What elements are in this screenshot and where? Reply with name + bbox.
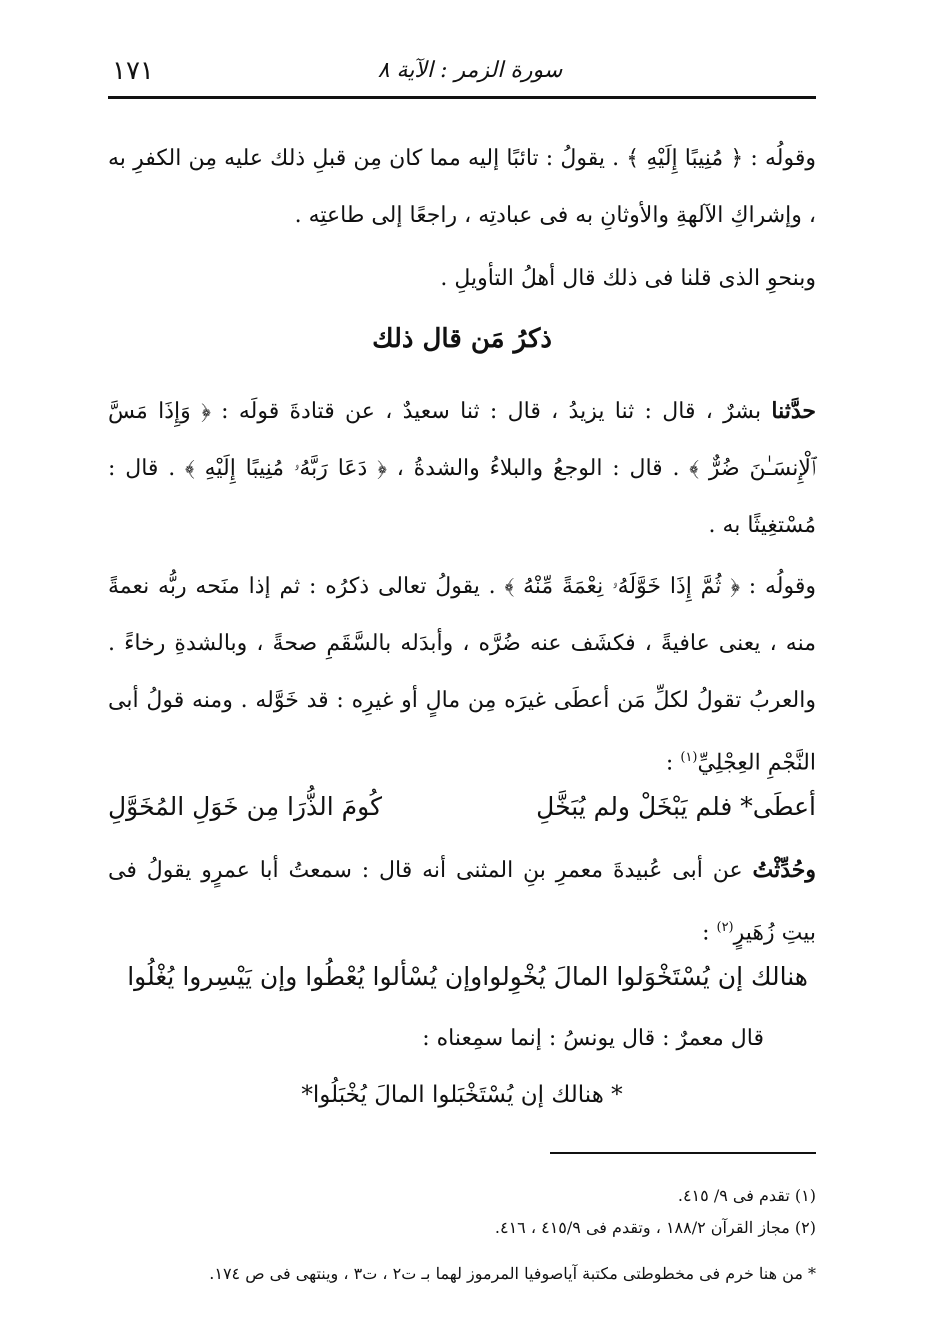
footnote-3: * من هنا خرم فى مخطوطتى مكتبة آياصوفيا المرموز لهما بـ ت٢ ، ت٣ ، وينتهى فى ص ١٧٤.	[209, 1264, 816, 1283]
footnote-1: (١) تقدم فى ٩/ ٤١٥.	[677, 1186, 816, 1205]
footnote-2: (٢) مجاز القرآن ١٨٨/٢ ، وتقدم فى ٤١٥/٩ ، ٤١٦.	[494, 1218, 816, 1237]
footnote-ref-2: (٢)	[716, 920, 734, 935]
paragraph-1: وقولُه : ﴿ مُنِيبًا إِلَيْهِ ﴾ . يقولُ : تائبًا إليه مما كان مِن قبلِ ذلك عليه مِن الكفرِ به ، وإشراكِ الآلهةِ والأوثانِ به فى عبادتِه ، راجعًا إلى طاعتِه .	[108, 146, 816, 228]
page-number: ١٧١	[112, 56, 154, 86]
header-rule	[108, 96, 816, 99]
verse-1-second-hemistich: كُومَ الذُّرَا مِن خَوَلِ المُخَوَّلِ	[108, 792, 382, 821]
verse-1-first-hemistich: أعطَى* فلم يَبْخَلْ ولم يُبَخَّلِ	[536, 792, 816, 821]
verse-2-second-hemistich: وإن يُسْألوا يُعْطُوا وإن يَيْسِروا يُغْلُوا	[127, 962, 483, 991]
paragraph-5	[108, 842, 816, 961]
paragraph-5-text: عن أبى عُبيدةَ معمرِ بنِ المثنى أنه قال : سمعتُ أبا عمرٍو يقولُ فى بيتِ زُهَيرٍ	[108, 858, 816, 946]
running-header-title: سورة الزمر : الآية ٨	[377, 58, 563, 83]
narration-lead: حدَّثنا	[771, 398, 816, 424]
narration-lead-2: وحُدِّثْتُ	[752, 857, 816, 883]
paragraph-4-text: وقولُه : ﴿ ثُمَّ إِذَا خَوَّلَهُۥ نِعْمَةً مِّنْهُ ﴾ . يقولُ تعالى ذكرُه : ثم إذا منَحه ربُّه نعمةً منه ، يعنى عافيةً ، فكشَف عنه ضُرَّه ، وأبدَله بالسَّقَمِ صحةً ، وبالشدةِ رخاءً . والعربُ تقولُ لكلِّ مَن أعطَى غيرَه مِن مالٍ أو غيرِه : قد خَوَّله . ومنه قولُ أبى النَّجْمِ العِجْلِيِّ	[108, 574, 816, 776]
paragraph-3	[108, 383, 816, 554]
quoted-line: * هنالك إن يُسْتَخْبَلوا المالَ يُخْبَلُوا*	[301, 1082, 623, 1108]
footnote-ref-1: (١)	[680, 750, 698, 765]
paragraph-6: قال معمرٌ : قال يونسُ : إنما سمِعناه :	[422, 1026, 764, 1051]
verse-2	[128, 962, 808, 991]
paragraph-4	[108, 558, 816, 791]
paragraph-2: وبنحوِ الذى قلنا فى ذلك قال أهلُ التأويلِ .	[440, 266, 816, 291]
footnote-rule	[550, 1152, 816, 1154]
verse-2-first-hemistich: هنالك إن يُسْتَخْوَلوا المالَ يُخْوِلوا	[482, 962, 808, 991]
paragraph-4-tail: :	[665, 750, 681, 776]
paragraph-3-text: بشرٌ ، قال : ثنا يزيدُ ، قال : ثنا سعيدٌ ، عن قتادةَ قولَه : ﴿ وَإِذَا مَسَّ ٱلْإِنسَـٰنَ ضُرٌّ ﴾ . قال : الوجعُ والبلاءُ والشدةُ ، ﴿ دَعَا رَبَّهُۥ مُنِيبًا إِلَيْهِ ﴾ . قال : مُسْتغِيثًا به .	[108, 399, 816, 538]
verse-1	[108, 792, 816, 821]
section-heading: ذكرُ مَن قال ذلك	[372, 324, 552, 354]
paragraph-5-tail: :	[702, 920, 717, 946]
